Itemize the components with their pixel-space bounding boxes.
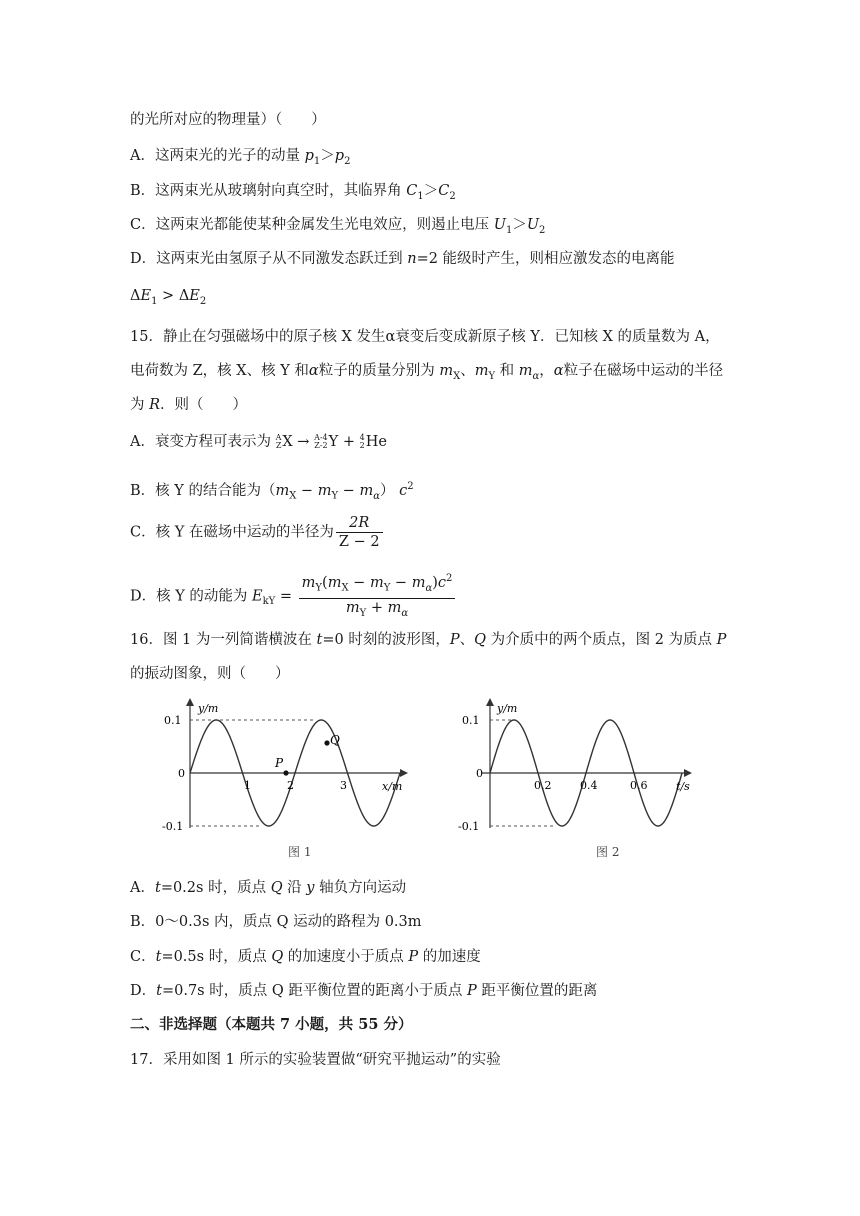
q16-stem-line2: 的振动图象，则（ ） (130, 666, 290, 682)
x-tick-3: 3 (340, 779, 347, 792)
q14-option-d-expr: $\Delta E_1 > \Delta E_2$ (130, 288, 207, 307)
y-tick-min: -0.1 (458, 820, 480, 833)
figure-1-svg (160, 698, 420, 863)
y-axis-arrow (186, 698, 194, 706)
q14-stem-tail: 的光所对应的物理量）（ ） (130, 112, 326, 128)
y-tick-max: 0.1 (164, 714, 182, 727)
t-tick-06: 0.6 (630, 779, 648, 792)
q15-stem-line1: 15．静止在匀强磁场中的原子核 X 发生α衰变后变成新原子核 Y．已知核 X 的质量数为 A， (130, 329, 720, 345)
point-q (324, 740, 329, 745)
t-axis-arrow (684, 769, 692, 777)
q14-option-c: C．这两束光都能使某种金属发生光电效应，则遏止电压 $U_1>U_2$ (130, 217, 546, 236)
figure-2-caption: 图 2 (596, 845, 620, 859)
t-axis-label: t/s (676, 780, 690, 793)
figure-1-caption: 图 1 (288, 845, 312, 859)
q15-option-c: C．核 Y 在磁场中运动的半径为 $\frac{2R}{Z - 2}$ (130, 514, 383, 551)
q17-stem: 17．采用如图 1 所示的实验装置做“研究平抛运动”的实验 (130, 1052, 501, 1068)
q16-stem-line1: 16．图 1 为一列简谐横波在 t=0 时刻的波形图，P、Q 为介质中的两个质点，图 2 为质点 P (130, 632, 727, 648)
figure-1 (160, 698, 420, 867)
q14-option-b: B．这两束光从玻璃射向真空时，其临界角 $C_1>C_2$ (130, 183, 456, 202)
y-axis-label: y/m (497, 702, 518, 715)
x-tick-2: 2 (287, 779, 294, 792)
section-2-heading: 二、非选择题（本题共 7 小题，共 55 分） (130, 1016, 413, 1033)
y-tick-zero: 0 (178, 767, 185, 780)
q16-option-d: D．t=0.7s 时，质点 Q 距平衡位置的距离小于质点 P 距平衡位置的距离 (130, 983, 598, 999)
y-axis-arrow (486, 698, 494, 706)
x-axis-label: x/m (382, 780, 403, 793)
figure-2 (452, 698, 712, 867)
q15-option-b: B．核 Y 的结合能为$(m_X - m_Y - m_\alpha)$ $c^2$ (130, 481, 414, 502)
q16-option-a: A．t=0.2s 时，质点 Q 沿 y 轴负方向运动 (130, 880, 407, 896)
q16-option-c: C．t=0.5s 时，质点 Q 的加速度小于质点 P 的加速度 (130, 949, 481, 965)
figure-2-svg (452, 698, 712, 863)
label-p: P (275, 756, 284, 770)
label-q: Q (330, 733, 340, 747)
q14-option-d: D．这两束光由氢原子从不同激发态跃迁到 n=2 能级时产生，则相应激发态的电离能 (130, 251, 675, 267)
y-tick-min: -0.1 (162, 820, 184, 833)
point-p (283, 770, 288, 775)
q15-option-d: D．核 Y 的动能为 $E_{kY}$ = $\frac{m_Y(m_X - m_Y - m_\alpha)c^2}{m_Y + m_\alpha}$ (130, 570, 455, 623)
t-tick-04: 0.4 (580, 779, 598, 792)
x-axis-arrow (400, 769, 408, 777)
q15-option-a: A．衰变方程可表示为 A ZX → A-4 Z-2Y + 4 2He (130, 433, 387, 450)
y-tick-zero: 0 (476, 767, 483, 780)
q15-stem-line2: 电荷数为 Z，核 X、核 Y 和α粒子的质量分别为 $m_X$、$m_Y$ 和 $m_\alpha$，α粒子在磁场中运动的半径 (130, 363, 724, 382)
y-tick-max: 0.1 (462, 714, 480, 727)
y-axis-label: y/m (198, 702, 219, 715)
t-tick-02: 0.2 (534, 779, 552, 792)
q15-stem-line3: 为 R．则（ ） (130, 397, 248, 413)
q16-option-b: B．0～0.3s 内，质点 Q 运动的路程为 0.3m (130, 914, 422, 930)
q14-option-a: A．这两束光的光子的动量 $p_1>p_2$ (130, 148, 351, 167)
x-tick-1: 1 (244, 779, 251, 792)
